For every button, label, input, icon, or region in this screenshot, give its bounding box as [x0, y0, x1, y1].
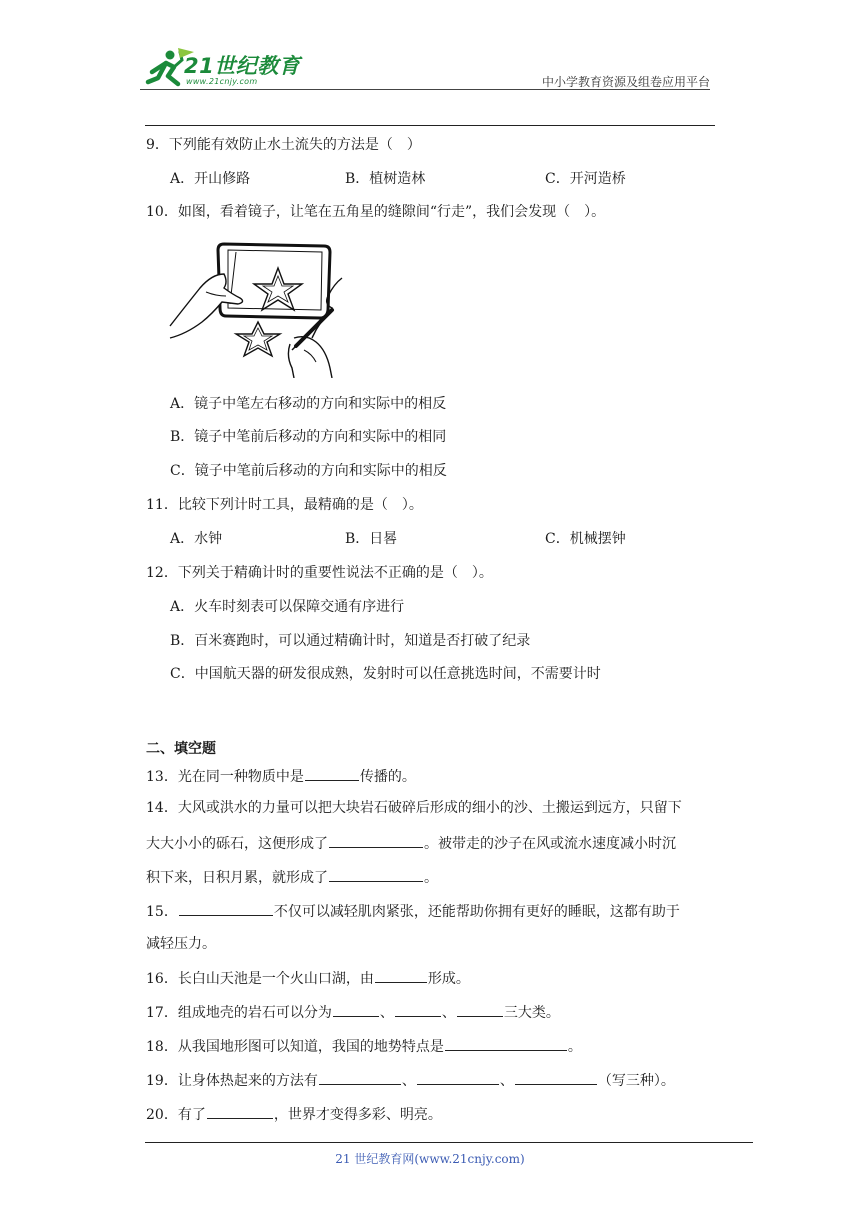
q11-option-c: C．机械摆钟 — [545, 531, 626, 547]
q10-option-b: B．镜子中笔前后移动的方向和实际中的相同 — [170, 429, 447, 445]
q11-option-a: A．水钟 — [170, 531, 223, 547]
q17-blank-3[interactable] — [457, 1002, 503, 1017]
header-divider-bottom — [145, 125, 715, 126]
q14-text-a: 大大小小的砾石，这便形成了 — [146, 836, 328, 852]
header-platform-text: 中小学教育资源及组卷应用平台 — [541, 75, 710, 89]
question-16 — [146, 968, 470, 988]
q16-blank[interactable] — [375, 968, 427, 983]
q9-option-a: A．开山修路 — [170, 171, 251, 187]
q13-text-post: 传播的。 — [359, 769, 416, 785]
q14-text-d: 。 — [424, 870, 438, 886]
q13-blank[interactable] — [305, 766, 359, 781]
question-14-line-3 — [146, 867, 438, 887]
q9-option-b: B．植树造林 — [345, 171, 426, 187]
q16-text-post: 形成。 — [427, 971, 470, 987]
q15-blank[interactable] — [179, 901, 273, 916]
q12-option-c: C．中国航天器的研发很成熟，发射时可以任意挑选时间，不需要计时 — [170, 666, 601, 682]
question-17 — [146, 1002, 560, 1022]
q19-blank-1[interactable] — [319, 1070, 401, 1085]
q12-option-a: A．火车时刻表可以保障交通有序进行 — [170, 599, 405, 615]
question-9: 9．下列能有效防止水土流失的方法是（ ） — [146, 137, 421, 153]
q16-text-pre: 16．长白山天池是一个火山口湖，由 — [146, 971, 374, 987]
q17-text-post: 三大类。 — [503, 1005, 560, 1021]
logo-url: www.21cnjy.com — [186, 77, 258, 86]
q9-option-c: C．开河造桥 — [545, 171, 626, 187]
q17-blank-1[interactable] — [333, 1002, 379, 1017]
q15-text-pre: 15． — [146, 904, 178, 920]
question-20 — [146, 1104, 442, 1124]
question-14-line-1: 14．大风或洪水的力量可以把大块岩石破碎后形成的细小的沙、土搬运到远方，只留下 — [146, 800, 682, 816]
q17-sep-1: 、 — [379, 1005, 394, 1021]
q18-blank[interactable] — [445, 1036, 567, 1051]
q17-text-pre: 17．组成地壳的岩石可以分为 — [146, 1005, 332, 1021]
q13-text-pre: 13．光在同一种物质中是 — [146, 769, 304, 785]
question-10: 10．如图，看着镜子，让笔在五角星的缝隙间“行走”，我们会发现（ ）。 — [146, 204, 606, 220]
question-15-line-1 — [146, 901, 680, 921]
q12-option-b: B．百米赛跑时，可以通过精确计时，知道是否打破了纪录 — [170, 633, 531, 649]
mirror-star-illustration — [166, 238, 346, 378]
q19-sep-1: 、 — [401, 1073, 416, 1089]
section-title: 二、填空题 — [146, 741, 216, 757]
q10-option-a: A．镜子中笔左右移动的方向和实际中的相反 — [170, 396, 447, 412]
footer-divider — [145, 1142, 753, 1143]
logo-text: 21世纪教育 — [184, 54, 301, 78]
q10-option-c: C．镜子中笔前后移动的方向和实际中的相反 — [170, 463, 447, 479]
q20-text-pre: 20．有了 — [146, 1107, 206, 1123]
q14-text-c: 积下来，日积月累，就形成了 — [146, 870, 328, 886]
question-18 — [146, 1036, 582, 1056]
q18-text-post: 。 — [567, 1039, 582, 1055]
question-15-line-2: 减轻压力。 — [146, 936, 216, 952]
question-11: 11．比较下列计时工具，最精确的是（ ）。 — [146, 497, 423, 513]
q14-blank-1[interactable] — [329, 833, 423, 848]
q15-text-post: 不仅可以减轻肌肉紧张，还能帮助你拥有更好的睡眠，这都有助于 — [273, 904, 680, 920]
question-13 — [146, 766, 416, 786]
q14-text-b: 。被带走的沙子在风或流水速度减小时沉 — [424, 836, 676, 852]
q18-text-pre: 18．从我国地形图可以知道，我国的地势特点是 — [146, 1039, 444, 1055]
q17-sep-2: 、 — [441, 1005, 456, 1021]
q17-blank-2[interactable] — [395, 1002, 441, 1017]
q19-text-post: （写三种）。 — [597, 1073, 675, 1089]
q19-sep-2: 、 — [499, 1073, 514, 1089]
footer-link[interactable]: 21 世纪教育网(www.21cnjy.com) — [335, 1152, 525, 1166]
header-divider — [140, 89, 710, 90]
q19-text-pre: 19．让身体热起来的方法有 — [146, 1073, 318, 1089]
q20-text-post: ，世界才变得多彩、明亮。 — [273, 1107, 442, 1123]
question-14-line-2 — [146, 833, 676, 853]
question-19 — [146, 1070, 675, 1090]
q14-blank-2[interactable] — [329, 867, 423, 882]
q20-blank[interactable] — [207, 1104, 273, 1119]
q11-option-b: B．日晷 — [345, 531, 398, 547]
q19-blank-3[interactable] — [515, 1070, 597, 1085]
question-12: 12．下列关于精确计时的重要性说法不正确的是（ ）。 — [146, 565, 493, 581]
q19-blank-2[interactable] — [417, 1070, 499, 1085]
